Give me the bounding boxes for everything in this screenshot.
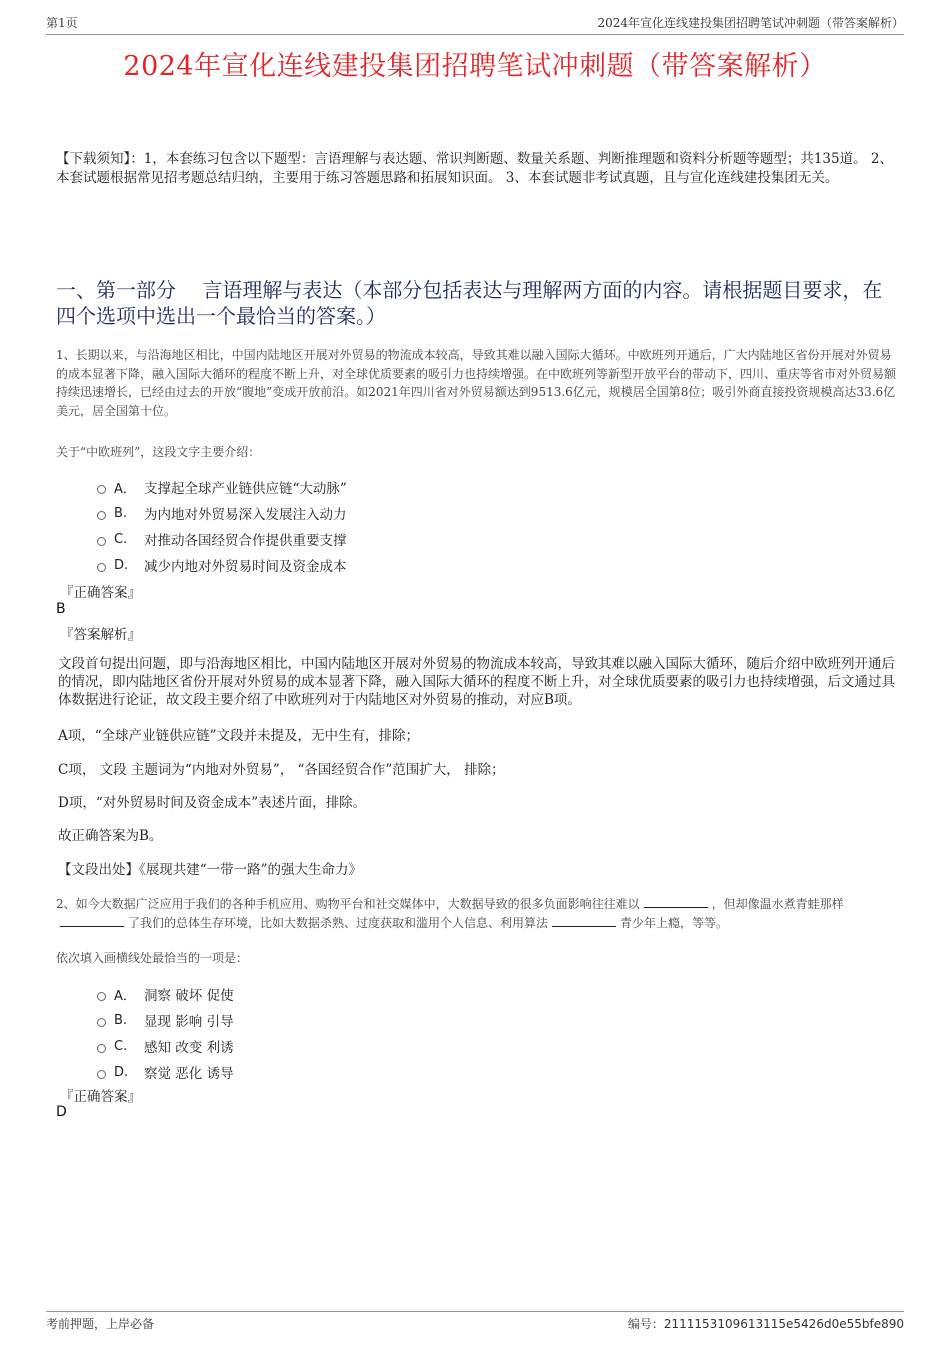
option-text: 支撑起全球产业链供应链“大动脉”: [144, 481, 347, 497]
q1-conclusion: 故正确答案为B。: [58, 828, 163, 844]
radio-icon[interactable]: [97, 485, 106, 494]
footer-code: 编号：2111153109613115e5426d0e55bfe890: [627, 1317, 904, 1331]
q2-option-d[interactable]: D. 察觉 恶化 诱导: [97, 1059, 234, 1085]
download-notice: 【下载须知】：1，本套练习包含以下题型：言语理解与表达题、常识判断题、数量关系题、判断推理题和资料分析题等题型；共135道。 2、本套试题根据常见招考题总结归纳，主要用于练习答题思路和拓展知识面。 3、本套试题非考试真题，且与宣化连线建投集团无关。: [56, 151, 893, 186]
q2-option-a[interactable]: A． 洞察 破坏 促使: [97, 981, 234, 1007]
q1-answer: B: [56, 601, 66, 617]
q1-analysis-main: 文段首句提出问题，即与沿海地区相比，中国内陆地区开展对外贸易的物流成本较高，导致其难以融入国际大循环，随后介绍中欧班列开通后的情况，即内陆地区省份开展对外贸易的成本显著下降，融入国际大循环的程度不断上升，对全球优质要素的吸引力也持续增强，后文通过具体数据进行论证，故文段主要介绍了中欧班列对于内陆地区对外贸易的推动，对应B项。: [58, 656, 895, 708]
option-text: 对推动各国经贸合作提供重要支撑: [144, 533, 347, 549]
q1-analysis-c: C项， 文段 主题词为“内地对外贸易”， “各国经贸合作”范围扩大， 排除；: [58, 762, 505, 778]
q2-option-b[interactable]: B. 显现 影响 引导: [97, 1007, 234, 1033]
option-text: 察觉 恶化 诱导: [144, 1066, 234, 1082]
q2-option-c[interactable]: C. 感知 改变 利诱: [97, 1033, 234, 1059]
radio-icon[interactable]: [97, 1070, 106, 1079]
q1-option-d[interactable]: D. 减少内地对外贸易时间及资金成本: [97, 552, 347, 578]
q2-stem: 依次填入画横线处最恰当的一项是：: [56, 951, 249, 965]
option-text: 感知 改变 利诱: [144, 1040, 234, 1056]
radio-icon[interactable]: [97, 992, 106, 1001]
document-title: 2024年宣化连线建投集团招聘笔试冲刺题（带答案解析）: [123, 51, 827, 82]
q1-option-a[interactable]: A． 支撑起全球产业链供应链“大动脉”: [97, 474, 347, 500]
q1-analysis-label: 『答案解析』: [60, 627, 141, 643]
q1-options: [97, 474, 347, 578]
q2-answer: D: [56, 1104, 67, 1120]
blank-line: [644, 897, 708, 908]
blank-line: [60, 916, 124, 927]
q1-source: 【文段出处】《展现共建“一带一路”的强大生命力》: [58, 862, 363, 878]
option-text: 洞察 破坏 促使: [144, 988, 234, 1004]
q1-analysis-d: D项，“对外贸易时间及资金成本”表述片面，排除。: [58, 795, 367, 811]
radio-icon[interactable]: [97, 1018, 106, 1027]
q1-option-b[interactable]: B. 为内地对外贸易深入发展注入动力: [97, 500, 347, 526]
q1-answer-label: 『正确答案』: [60, 585, 141, 601]
q2-passage: 2、如今大数据广泛应用于我们的各种手机应用、购物平台和社交媒体中，大数据导致的很多负面影响往往难以 ，但却像温水煮青蛙那样了我们的总体生存环境，比如大数据杀熟、过度获取和滥用个人信息、利用算法 青少年上瘾，等等。: [56, 897, 844, 930]
radio-icon[interactable]: [97, 563, 106, 572]
radio-icon[interactable]: [97, 537, 106, 546]
radio-icon[interactable]: [97, 1044, 106, 1053]
radio-icon[interactable]: [97, 511, 106, 520]
page-number: 第1页: [46, 16, 78, 30]
page-footer: [46, 1311, 904, 1332]
q1-option-c[interactable]: C. 对推动各国经贸合作提供重要支撑: [97, 526, 347, 552]
page-header: [46, 14, 904, 35]
option-text: 为内地对外贸易深入发展注入动力: [144, 507, 347, 523]
section-heading: 一、第一部分 言语理解与表达（本部分包括表达与理解两方面的内容。请根据题目要求，在四个选项中选出一个最恰当的答案。）: [56, 278, 883, 328]
q1-analysis-a: A项，“全球产业链供应链”文段并未提及，无中生有，排除；: [58, 728, 420, 744]
option-text: 减少内地对外贸易时间及资金成本: [144, 559, 347, 575]
option-text: 显现 影响 引导: [144, 1014, 234, 1030]
footer-slogan: 考前押题，上岸必备: [46, 1317, 155, 1331]
header-doc-title: 2024年宣化连线建投集团招聘笔试冲刺题（带答案解析）: [597, 16, 904, 30]
q1-passage: 1、长期以来，与沿海地区相比，中国内陆地区开展对外贸易的物流成本较高，导致其难以融入国际大循环。中欧班列开通后，广大内陆地区省份开展对外贸易的成本显著下降，融入国际大循环的程度不断上升，对全球优质要素的吸引力也持续增强。在中欧班列等新型开放平台的带动下，四川、重庆等省市对外贸易额持续迅速增长，已经由过去的开放“腹地”变成开放前沿。如2021年四川省对外贸易额达到9513.6亿元，规模居全国第8位；吸引外商直接投资规模高达33.6亿美元，居全国第十位。: [56, 348, 897, 418]
q2-answer-label: 『正确答案』: [60, 1089, 141, 1105]
blank-line: [552, 916, 616, 927]
q2-options: [97, 981, 234, 1085]
q1-stem: 关于“中欧班列”，这段文字主要介绍：: [56, 445, 261, 459]
